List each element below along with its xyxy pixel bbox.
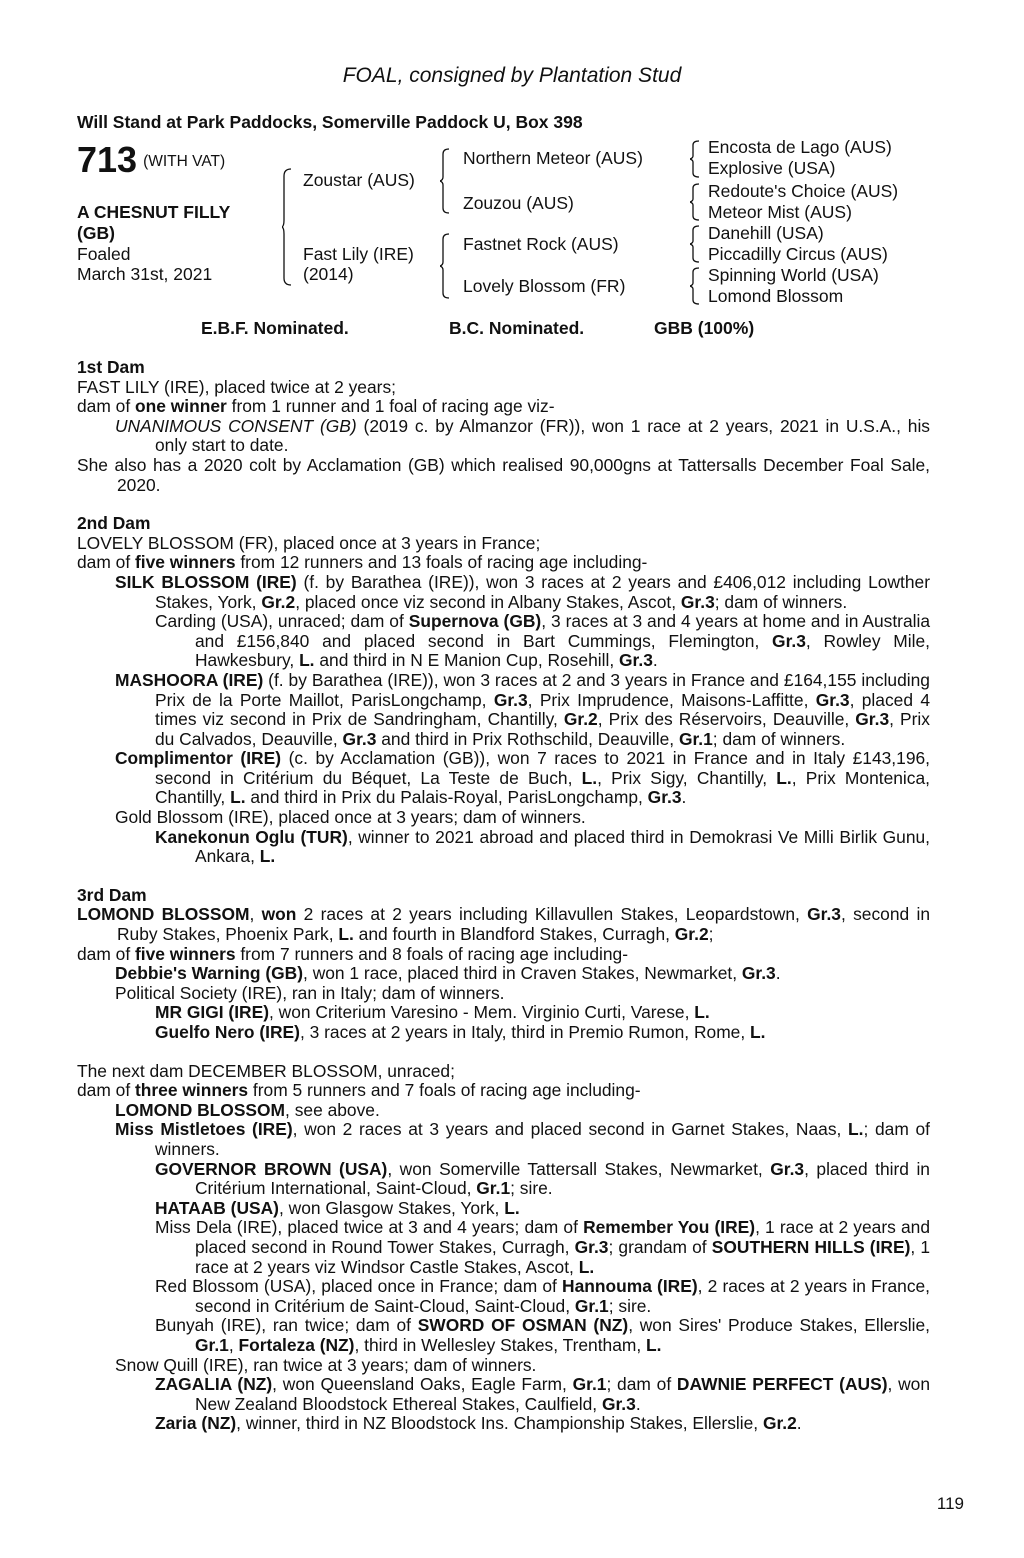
pedigree-entry — [77, 1120, 930, 1159]
section-heading: 3rd Dam — [77, 884, 147, 905]
pedigree-entry — [77, 1081, 930, 1101]
bold-text: MASHOORA (IRE) — [115, 669, 264, 690]
bold-text: ZAGALIA (NZ) — [155, 1374, 273, 1395]
entry-text: , second in Ruby Stakes, Phoenix Park, — [117, 904, 930, 945]
bold-text: L. — [750, 1022, 766, 1042]
entry-text: ; sire. — [608, 1295, 652, 1316]
lot-number — [77, 140, 225, 182]
bold-text: Gr.2 — [762, 1413, 797, 1434]
dam-name: Fast Lily (IRE) — [303, 244, 414, 264]
bold-text: Debbie's Warning (GB) — [115, 963, 304, 984]
great-grandsire-2: Explosive (USA) — [708, 158, 836, 178]
entry-text: ; dam of winners. — [155, 1119, 930, 1159]
entry-text: and third in N E Manion Cup, Rosehill, — [314, 650, 620, 671]
bold-text: LOMOND BLOSSOM — [115, 1099, 286, 1120]
bold-text: one winner — [135, 396, 227, 417]
bold-text: L. — [646, 1334, 662, 1355]
bold-text: Gr.3 — [815, 689, 850, 710]
pedigree-entry — [77, 1414, 930, 1434]
entry-text: Political Society (IRE), ran in Italy; dam of winners. — [115, 982, 505, 1003]
pedigree-entry — [77, 749, 930, 808]
pedigree-entry — [77, 905, 930, 944]
entry-text: (c. by Acclamation (GB)), won 7 races to 2021 in France and in Italy £143,196, second in Critérium du Béquet, La Teste de Buch, — [155, 748, 930, 788]
entry-text: dam of — [77, 943, 135, 964]
bold-text: Gr.3 — [574, 1236, 609, 1257]
pedigree-entry — [77, 553, 930, 573]
ebf-nomination: E.B.F. Nominated. — [201, 318, 349, 338]
section-gap — [77, 1043, 930, 1062]
great-grandsire-6: Piccadilly Circus (AUS) — [708, 244, 888, 264]
entry-text: , — [249, 904, 262, 925]
pedigree-entry — [77, 1160, 930, 1199]
entry-text: Carding (USA), unraced; dam of — [155, 611, 409, 632]
entry-text: , 1 race at 2 years viz Windsor Castle Stakes, Ascot, — [195, 1236, 931, 1277]
bold-text: Gr.3 — [772, 630, 806, 651]
pedigree-entry — [77, 456, 930, 495]
bold-text: L. — [259, 846, 276, 867]
bold-text: Gr.2 — [674, 924, 709, 945]
entry-text: , winner, third in NZ Bloodstock Ins. Championship Stakes, Ellerslie, — [236, 1413, 763, 1434]
entry-text: Red Blossom (USA), placed once in France; dam of — [155, 1276, 563, 1297]
bc-nomination: B.C. Nominated. — [449, 318, 585, 338]
entry-text: , won 1 race, placed third in Craven Stakes, Newmarket, — [303, 963, 742, 984]
entry-text: , Prix du Calvados, Deauville, — [155, 709, 930, 749]
bold-text: Miss Mistletoes (IRE) — [115, 1119, 293, 1140]
bold-text: Supernova (GB) — [408, 611, 542, 632]
entry-text: , placed once viz second in Albany Stakes, Ascot, — [295, 591, 681, 612]
entry-text: , placed third in Critérium International, Saint-Cloud, — [195, 1158, 930, 1199]
entry-text: , won New Zealand Bloodstock Ethereal Stakes, Caulfield, — [195, 1374, 930, 1414]
entry-text: and third in Prix du Palais-Royal, ParisLongchamp, — [245, 787, 648, 808]
entry-text: , Rowley Mile, Hawkesbury, — [195, 630, 930, 671]
bold-text: GOVERNOR BROWN (USA) — [155, 1158, 388, 1179]
bold-text: Guelfo Nero (IRE) — [155, 1022, 300, 1042]
grandsire-4: Lovely Blossom (FR) — [463, 276, 626, 296]
dam-line-brace — [440, 233, 449, 299]
sire-line-brace — [440, 148, 449, 214]
pedigree-entry — [77, 417, 930, 456]
bold-text: Kanekonun Oglu (TUR) — [155, 826, 348, 847]
entry-text: , won 2 races at 3 years and placed second in Garnet Stakes, Naas, — [292, 1119, 849, 1140]
bold-text: L. — [338, 924, 354, 945]
pedigree-entry — [77, 573, 930, 612]
pedigree-entry — [77, 397, 930, 417]
bold-text: L. — [848, 1119, 864, 1140]
foaled-label: Foaled — [77, 244, 131, 264]
bold-text: L. — [299, 650, 315, 671]
entry-text: . — [775, 963, 781, 984]
bold-text: L. — [578, 1256, 595, 1277]
pedigree-entry — [77, 1218, 930, 1277]
bold-text: Zaria (NZ) — [155, 1413, 237, 1434]
section-gap — [77, 495, 930, 514]
great-grandsire-4: Meteor Mist (AUS) — [708, 202, 852, 222]
entry-text: , Prix Sigy, Chantilly, — [597, 767, 777, 788]
bold-text: Gr.1 — [476, 1178, 511, 1199]
bold-text: Gr.3 — [619, 650, 653, 671]
bold-text: L. — [694, 1002, 710, 1023]
entry-text: and third in Prix Rothschild, Deauville, — [376, 728, 679, 749]
bold-text: L. — [581, 767, 598, 788]
section-gap — [77, 867, 930, 886]
pedigree-entry — [77, 1375, 930, 1414]
stand-location: Will Stand at Park Paddocks, Somerville Paddock U, Box 398 — [77, 112, 583, 132]
ggs-brace-3 — [690, 225, 699, 263]
foaled-date: March 31st, 2021 — [77, 264, 213, 284]
great-grandsire-7: Spinning World (USA) — [708, 265, 879, 285]
entry-text: , won Glasgow Stakes, York, — [278, 1197, 505, 1218]
bold-text: Gr.3 — [807, 904, 841, 925]
bold-text: Gr.1 — [195, 1334, 229, 1355]
entry-text: from 1 runner and 1 foal of racing age viz- — [226, 396, 555, 417]
bold-text: Fortaleza (NZ) — [238, 1334, 355, 1355]
entry-text: (2019 c. by Almanzor (FR)), won 1 race at 2 years, 2021 in U.S.A., his only start to date. — [155, 415, 931, 456]
pedigree-entry — [77, 1356, 930, 1376]
ggs-brace-1 — [690, 140, 699, 178]
entry-text: , placed 4 times viz second in Prix de Sandringham, Chantilly, — [155, 689, 930, 730]
page-number: 119 — [936, 1494, 964, 1513]
entry-text: FAST LILY (IRE), placed twice at 2 years; — [77, 376, 396, 397]
entry-text: . — [681, 787, 687, 808]
grandsire-3: Fastnet Rock (AUS) — [463, 234, 619, 254]
entry-text: , won Sires' Produce Stakes, Ellerslie, — [628, 1315, 930, 1336]
bold-text: HATAAB (USA) — [155, 1197, 279, 1218]
dam-year: (2014) — [303, 264, 354, 284]
pedigree-entry — [77, 1003, 930, 1023]
pedigree-entry — [77, 828, 930, 867]
bold-text: three winners — [135, 1080, 249, 1101]
gbb-note: GBB (100%) — [654, 318, 755, 338]
entry-text: , 2 races at 2 years in France, second in Critérium de Saint-Cloud, Saint-Cloud, — [195, 1276, 931, 1316]
bold-text: Gr.1 — [678, 728, 713, 749]
page-title: FOAL, consigned by Plantation Stud — [342, 64, 682, 87]
bold-text: won — [261, 904, 297, 925]
entry-text: (f. by Barathea (IRE)), won 3 races at 2 years and £406,012 including Lowther Stakes, York, — [155, 571, 931, 612]
lot-number-value: 713 — [77, 139, 138, 180]
bold-text: Gr.2 — [563, 709, 598, 730]
bold-text: MR GIGI (IRE) — [155, 1002, 269, 1023]
entry-text: LOVELY BLOSSOM (FR), placed once at 3 years in France; — [77, 532, 541, 553]
bold-text: Remember You (IRE) — [583, 1217, 756, 1238]
bold-text: SILK BLOSSOM (IRE) — [115, 571, 297, 592]
entry-text: . — [796, 1413, 802, 1434]
great-grandsire-3: Redoute's Choice (AUS) — [708, 181, 899, 201]
entry-text: , Prix des Réservoirs, Deauville, — [597, 709, 856, 730]
entry-text: ; sire. — [510, 1178, 553, 1199]
bold-text: Gr.3 — [601, 1393, 636, 1414]
entry-text: Bunyah (IRE), ran twice; dam of — [155, 1315, 418, 1336]
bold-text: Gr.3 — [647, 787, 682, 808]
entry-text: ; dam of — [606, 1374, 677, 1395]
bold-text: LOMOND BLOSSOM — [77, 904, 250, 925]
pedigree-entry — [77, 1023, 930, 1043]
pedigree-brace — [282, 168, 291, 286]
bold-text: Gr.1 — [574, 1295, 609, 1316]
bold-text: five winners — [135, 552, 236, 573]
great-grandsire-1: Encosta de Lago (AUS) — [708, 137, 892, 157]
entry-text: Snow Quill (IRE), ran twice at 3 years; dam of winners. — [115, 1354, 537, 1375]
bold-text: Gr.3 — [680, 591, 715, 612]
pedigree-entry — [77, 1062, 930, 1082]
pedigree-entry — [77, 378, 930, 398]
bold-text: SWORD OF OSMAN (NZ) — [417, 1315, 629, 1336]
sire-name: Zoustar (AUS) — [303, 170, 415, 190]
pedigree-entry — [77, 1316, 930, 1355]
bold-text: Gr.1 — [572, 1374, 607, 1395]
entry-text: 2 races at 2 years including Killavullen Stakes, Leopardstown, — [296, 904, 808, 925]
lot-description-1: A CHESNUT FILLY — [77, 202, 231, 222]
pedigree-entry — [77, 984, 930, 1004]
entry-text: , Prix Imprudence, Maisons-Laffitte, — [527, 689, 816, 710]
entry-text: . — [652, 650, 658, 671]
entry-text: ; dam of winners. — [712, 728, 846, 749]
bold-text: Gr.3 — [493, 689, 528, 710]
pedigree-entry — [77, 808, 930, 828]
entry-text: , — [228, 1334, 239, 1355]
entry-text: from 5 runners and 7 foals of racing age including- — [248, 1080, 641, 1101]
bold-text: five winners — [135, 943, 236, 964]
entry-text: The next dam DECEMBER BLOSSOM, unraced; — [77, 1060, 455, 1081]
entry-text: (f. by Barathea (IRE)), won 3 races at 2 and 3 years in France and £164,155 including Prix de la Porte Maillot, ParisLongchamp, — [155, 669, 930, 710]
entry-text: , Prix Montenica, Chantilly, — [155, 767, 930, 808]
vat-note: (WITH VAT) — [143, 153, 226, 170]
entry-text: , third in Wellesley Stakes, Trentham, — [354, 1334, 647, 1355]
pedigree-entry — [77, 1277, 930, 1316]
bold-text: Complimentor (IRE) — [115, 748, 282, 769]
entry-text: Gold Blossom (IRE), placed once at 3 years; dam of winners. — [115, 807, 586, 828]
entry-text: from 12 runners and 13 foals of racing age including- — [235, 552, 648, 573]
bold-text: DAWNIE PERFECT (AUS) — [676, 1374, 888, 1395]
bold-text: L. — [230, 787, 246, 808]
entry-text: , 1 race at 2 years and placed second in Round Tower Stakes, Curragh, — [195, 1217, 930, 1257]
entry-text: , winner to 2021 abroad and placed third in Demokrasi Ve Milli Birlik Gunu, Ankara, — [195, 826, 930, 867]
entry-text: , won Queensland Oaks, Eagle Farm, — [272, 1374, 573, 1395]
section-heading: 1st Dam — [77, 357, 145, 377]
catalogue-body — [77, 358, 930, 1434]
ggs-brace-4 — [690, 267, 699, 305]
great-grandsire-5: Danehill (USA) — [708, 223, 824, 243]
pedigree-entry — [77, 1101, 930, 1121]
grandsire-1: Northern Meteor (AUS) — [463, 148, 643, 168]
entry-text: , won Criterium Varesino - Mem. Virginio Curti, Varese, — [269, 1002, 695, 1023]
entry-text: dam of — [77, 1080, 135, 1101]
entry-text: , 3 races at 3 and 4 years at home and in Australia and £156,840 and placed second in Bart Cummings, Flemington, — [195, 611, 931, 651]
entry-text: and fourth in Blandford Stakes, Curragh, — [353, 924, 675, 945]
bold-text: Gr.3 — [855, 709, 890, 730]
entry-text: dam of — [77, 396, 135, 417]
lot-description-2: (GB) — [77, 223, 115, 243]
entry-text: . — [635, 1393, 641, 1414]
pedigree-entry — [77, 534, 930, 554]
entry-text: ; dam of winners. — [714, 591, 848, 612]
grandsire-2: Zouzou (AUS) — [463, 193, 574, 213]
section-heading: 2nd Dam — [77, 513, 151, 534]
pedigree-entry — [77, 612, 930, 671]
entry-text: She also has a 2020 colt by Acclamation (GB) which realised 90,000gns at Tattersalls December Foal Sale, 2020. — [77, 454, 930, 495]
entry-text: ; — [708, 924, 714, 945]
entry-text: , won Somerville Tattersall Stakes, Newmarket, — [387, 1158, 771, 1179]
pedigree-entry — [77, 671, 930, 749]
pedigree-entry — [77, 964, 930, 984]
entry-text: UNANIMOUS CONSENT (GB) — [115, 415, 357, 436]
bold-text: Hannouma (IRE) — [562, 1276, 698, 1297]
pedigree-entry — [77, 1199, 930, 1219]
bold-text: Gr.2 — [261, 591, 296, 612]
bold-text: SOUTHERN HILLS (IRE) — [711, 1236, 911, 1257]
bold-text: Gr.3 — [741, 963, 776, 984]
bold-text: L. — [504, 1197, 520, 1218]
entry-text: from 7 runners and 8 foals of racing age including- — [235, 943, 628, 964]
bold-text: Gr.3 — [342, 728, 377, 749]
bold-text: Gr.3 — [770, 1158, 805, 1179]
pedigree-entry — [77, 945, 930, 965]
ggs-brace-2 — [690, 183, 699, 221]
entry-text: , 3 races at 2 years in Italy, third in Premio Rumon, Rome, — [299, 1022, 751, 1042]
entry-text: , see above. — [285, 1099, 380, 1120]
bold-text: L. — [776, 767, 792, 788]
entry-text: ; grandam of — [608, 1236, 712, 1257]
great-grandsire-8: Lomond Blossom — [708, 286, 844, 306]
entry-text: Miss Dela (IRE), placed twice at 3 and 4 years; dam of — [155, 1217, 584, 1238]
entry-text: dam of — [77, 552, 135, 573]
